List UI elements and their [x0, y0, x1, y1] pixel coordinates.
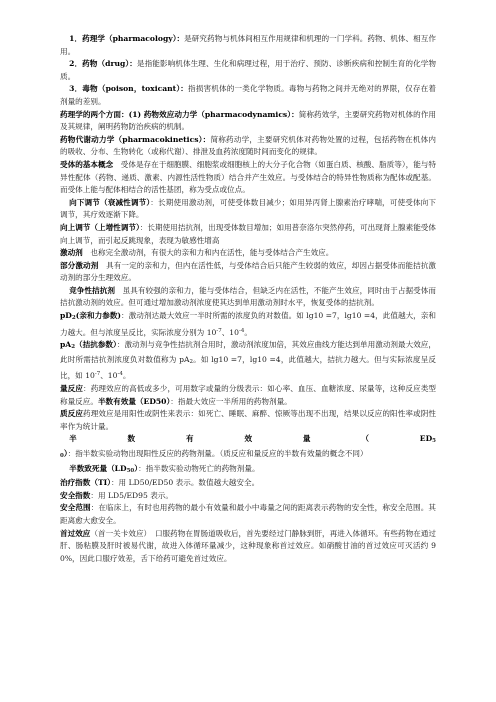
body-text: 。	[244, 327, 252, 337]
body-text: 简称药动学，主要研究机体对药物处置的过程，包括药物在机体内的吸收、分布、生物转化（或称代谢）、排泄及血药浓度随时间而变化的规律。	[60, 134, 437, 157]
term-label: 安全指数	[60, 490, 91, 500]
term-label: pD	[60, 311, 72, 321]
superscript-text: -4	[117, 371, 123, 378]
term-label: 2．药物（drug）：	[69, 59, 137, 69]
paragraph	[60, 502, 436, 527]
paragraph	[60, 383, 436, 408]
term-label: 药物代谢动力学（pharmacokinetics）：	[60, 134, 211, 144]
paragraph	[60, 408, 436, 433]
term-label: pA	[60, 340, 72, 350]
paragraph	[60, 433, 436, 462]
paragraph	[60, 463, 436, 478]
paragraph	[60, 310, 436, 339]
term-label: 治疗指数（TI）	[60, 478, 111, 488]
body-text: ：激动剂达最大效应一半时所需的浓度负的对数值。如 lg10 =7，lg10 =4，此值越大，亲和力越大。但与浓度呈反比，实际浓度分别为 10	[60, 311, 437, 337]
body-text: 是指能影响机体生理、生化和病理过程，用于治疗、预防、诊断疾病和控制生育的化学物质。	[60, 59, 437, 81]
body-text: 也称完全激动剂，有很大的亲和力和内在活性，能与受体结合产生效应。	[82, 248, 334, 258]
subscript-text: 50	[60, 438, 436, 459]
document-body	[60, 33, 436, 565]
paragraph	[60, 109, 436, 134]
term-label: 部分激动剂	[60, 260, 99, 270]
term-label: 首过效应	[60, 528, 91, 538]
body-text: 受体是存在于细胞膜、细胞浆或细胞核上的大分子化合物（如蛋白质、核酸、脂质等），能与特异性配体（药物、递质、激素、内源性活性物质）结合并产生效应。与受体结合的特异性物质称为配体或配基。而受体上能与配体相结合的活性基团，称为受点或位点。	[60, 159, 436, 195]
term-label: 1．药理学（pharmacology）：	[69, 34, 185, 43]
term-label: 向下调节（衰减性调节）	[69, 197, 151, 207]
body-text: 、10	[221, 327, 239, 337]
body-text: ：在临床上，有时也用药物的最小有效量和最小中毒量之间的距离表示药物的安全性，称安全范围。其距离愈大愈安全。	[60, 503, 436, 525]
subscript-text: 2	[189, 358, 193, 365]
term-label: 半数有效量（ED50）	[97, 396, 171, 406]
subscript-text: 50	[126, 467, 135, 474]
paragraph	[60, 528, 436, 566]
paragraph	[60, 222, 436, 247]
term-label: 安全范围	[60, 503, 91, 513]
subscript-text: 2	[71, 315, 76, 322]
term-label: 向上调节（上增性调节）	[60, 222, 140, 232]
superscript-text: -4	[238, 327, 245, 334]
paragraph	[60, 33, 436, 58]
subscript-text: 2	[71, 344, 76, 351]
body-text: 具有一定的亲和力，但内在活性低，与受体结合后只能产生较弱的效应，却因占据受体而能拮抗激动剂的部分生理效应。	[60, 260, 437, 283]
term-label: 半数有效量（ED	[69, 434, 433, 444]
paragraph	[60, 477, 436, 490]
body-text: 药理效应是用阳性或阴性来表示：如死亡、睡眠、麻醉、惊厥等出现不出现，结果以反应的阳性率或阴性率作为统计量。	[60, 409, 437, 431]
paragraph	[60, 134, 436, 159]
body-text: ：指半数实验动物出现阳性反应的药物剂量。（质反应和量反应的半数有效量的概念不同）	[67, 449, 368, 458]
body-text: ：用 LD5/ED95 表示。	[90, 490, 173, 500]
body-text: 指损害机体的一类化学物质。毒物与药物之间并无绝对的界限，仅存在着剂量的差别。	[60, 84, 436, 106]
paragraph	[60, 159, 436, 197]
term-label: (亲和力参数)	[75, 311, 122, 321]
body-text: 虽具有较强的亲和力，能与受体结合，但缺乏内在活性，不能产生效应，同时由于占据受体而拮抗激动剂的效应。但可通过增加激动剂浓度使其达到单用激动剂时水平，恢复受体的拮抗剂。	[60, 285, 437, 308]
paragraph	[60, 490, 436, 503]
term-label: 质反应	[60, 409, 84, 419]
body-text: ：长期使用拮抗剂，出现受体数目增加；如用普奈洛尔突然停药，可出现肾上腺素能受体向上调节，而引起反跳现象，表现为敏感性增高	[60, 222, 437, 245]
term-label: 竞争性拮抗剂	[69, 285, 115, 295]
superscript-text: -7	[94, 371, 101, 378]
body-text: （首一关卡效应） 口服药物在胃肠道吸收后，首先要经过门静脉到肝，再进入体循环。有些药物在通过肝、肠粘膜及肝时被易代谢，故进入体循环量减少，这种现象称首过效应。如硝酸甘油的首过效应可灭活约 90%，因此口服疗效差，舌下给药可避免首过效应。	[60, 528, 436, 563]
body-text: 。	[122, 371, 131, 381]
term-label: 量反应	[60, 384, 84, 394]
superscript-text: -7	[216, 327, 222, 334]
body-text: ：指半数实验动物死亡的药物剂量。	[138, 463, 260, 473]
paragraph	[60, 285, 436, 310]
paragraph	[60, 58, 436, 83]
paragraph	[60, 247, 436, 260]
body-text: 简称药效学，主要研究药物对机体的作用及其规律，阐明药物防治疾病的机制。	[60, 109, 436, 132]
body-text: 。如 lg10 =7，lg10 =4，此值越大，拮抗力越大。但与实际浓度呈反比，如 10	[60, 354, 436, 381]
paragraph	[60, 260, 436, 285]
term-label: 半数致死量（LD	[69, 463, 127, 473]
paragraph	[60, 83, 436, 108]
body-text: ：激动剂与竞争性拮抗剂合用时，激动剂浓度加倍，其效应曲线方能达到单用激动剂最大效应，此时所需拮抗剂浓度负对数值称为 pA	[60, 340, 437, 364]
body-text: ：长期使用激动剂，可使受体数目减少；如用异丙肾上腺素治疗哮喘，可使受体向下调节，其疗效逐渐下降。	[60, 197, 437, 220]
body-text: ：药理效应的高低或多少，可用数字或量的分级表示：如心率、血压、血糖浓度、尿量等，这种反应类型称量反应。	[60, 384, 437, 406]
term-label: 药理学的两个方面：(1) 药物效应动力学（pharmacodynamics）：	[60, 109, 299, 119]
term-label: 受体的基本概念	[60, 159, 114, 169]
term-label: 3．毒物（poison，toxicant）：	[69, 84, 189, 94]
body-text: ：用 LD50/ED50 表示。数值越大越安全。	[110, 478, 260, 488]
term-label: ）	[63, 449, 68, 458]
body-text: 是研究药物与机体间相互作用规律和机理的一门学科。药物、机体、相互作用。	[60, 34, 436, 56]
paragraph	[60, 339, 436, 383]
body-text: ：指最大效应一半所用的药物剂量。	[170, 396, 292, 406]
term-label: 激动剂	[60, 248, 83, 258]
paragraph	[60, 197, 436, 222]
term-label: （拮抗参数）	[75, 340, 117, 350]
body-text: 、10	[100, 371, 118, 381]
term-label: ）	[134, 463, 139, 473]
